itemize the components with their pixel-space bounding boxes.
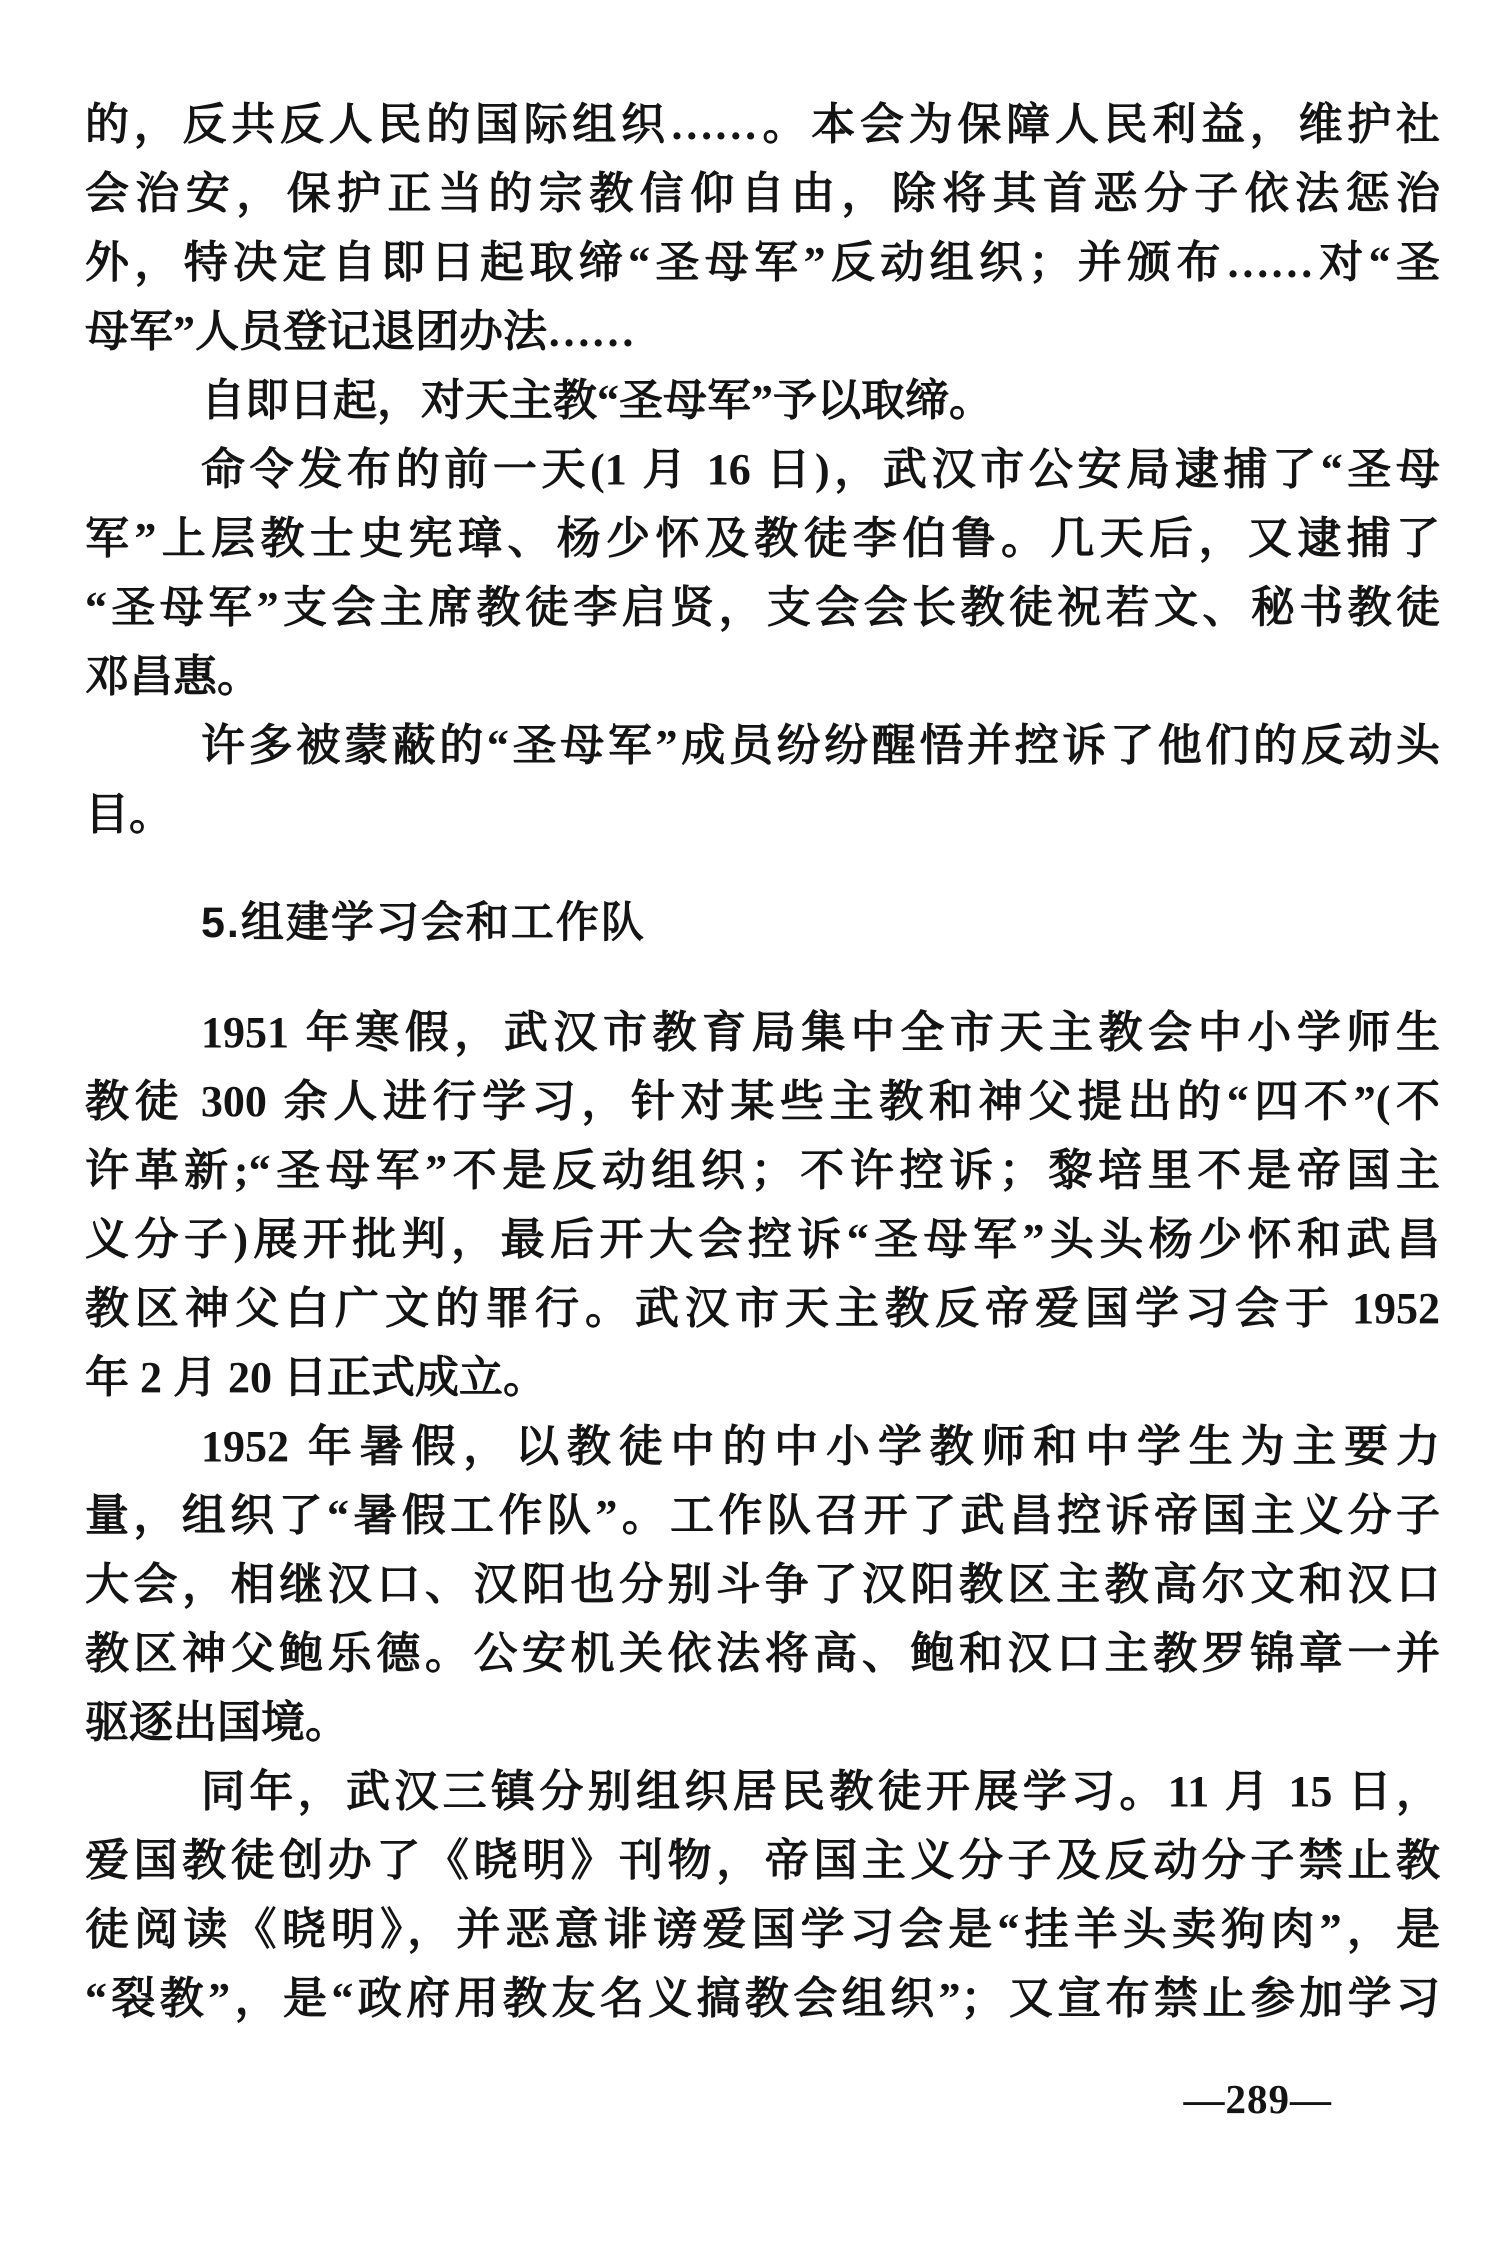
text-line: 母军”人员登记退团办法…… — [85, 307, 635, 356]
text-line: 命令发布的前一天(1 月 16 日)，武汉市公安局逮捕了“圣母 — [201, 445, 1440, 494]
text-line: 许多被蒙蔽的“圣母军”成员纷纷醒悟并控诉了他们的反动头 — [201, 721, 1440, 770]
text-line: 会治安，保护正当的宗教信仰自由，除将其首恶分子依法惩治 — [85, 169, 1440, 218]
text-line: 自即日起，对天主教“圣母军”予以取缔。 — [201, 376, 993, 425]
text-blocks — [85, 90, 1440, 2033]
page-number: —289— — [1183, 2076, 1332, 2122]
text-line: 大会，相继汉口、汉阳也分别斗争了汉阳教区主教高尔文和汉口 — [85, 1560, 1440, 1609]
text-line: 1952 年暑假，以教徒中的中小学教师和中学生为主要力 — [201, 1422, 1440, 1471]
section-heading: 5.组建学习会和工作队 — [201, 899, 646, 947]
text-line: 军”上层教士史宪璋、杨少怀及教徒李伯鲁。几天后，又逮捕了 — [85, 514, 1440, 563]
text-line: 的，反共反人民的国际组织……。本会为保障人民利益，维护社 — [85, 100, 1440, 149]
text-line: 年 2 月 20 日正式成立。 — [85, 1353, 547, 1402]
text-line: 爱国教徒创办了《晓明》刊物，帝国主义分子及反动分子禁止教 — [85, 1836, 1440, 1885]
text-line: 外，特决定自即日起取缔“圣母军”反动组织；并颁布……对“圣 — [85, 238, 1440, 287]
text-line: 驱逐出国境。 — [85, 1698, 349, 1747]
text-line: 同年，武汉三镇分别组织居民教徒开展学习。11 月 15 日， — [201, 1767, 1440, 1816]
text-line: 教区神父鲍乐德。公安机关依法将高、鲍和汉口主教罗锦章一并 — [85, 1629, 1440, 1678]
text-line: 义分子)展开批判，最后开大会控诉“圣母军”头头杨少怀和武昌 — [85, 1215, 1440, 1264]
text-line: 目。 — [85, 790, 173, 839]
text-line: “裂教”，是“政府用教友名义搞教会组织”；又宣布禁止参加学习 — [85, 1974, 1440, 2023]
text-line: 1951 年寒假，武汉市教育局集中全市天主教会中小学师生 — [201, 1008, 1440, 1057]
text-line: 徒阅读《晓明》，并恶意诽谤爱国学习会是“挂羊头卖狗肉”，是 — [85, 1905, 1440, 1954]
text-line: “圣母军”支会主席教徒李启贤，支会会长教徒祝若文、秘书教徒 — [85, 583, 1440, 632]
text-line: 量，组织了“暑假工作队”。工作队召开了武昌控诉帝国主义分子 — [85, 1491, 1440, 1540]
text-line: 教区神父白广文的罪行。武汉市天主教反帝爱国学习会于 1952 — [85, 1284, 1440, 1333]
text-line: 教徒 300 余人进行学习，针对某些主教和神父提出的“四不”(不 — [85, 1077, 1440, 1126]
text-line: 许革新;“圣母军”不是反动组织；不许控诉；黎培里不是帝国主 — [85, 1146, 1440, 1195]
text-line: 邓昌惠。 — [85, 652, 261, 701]
